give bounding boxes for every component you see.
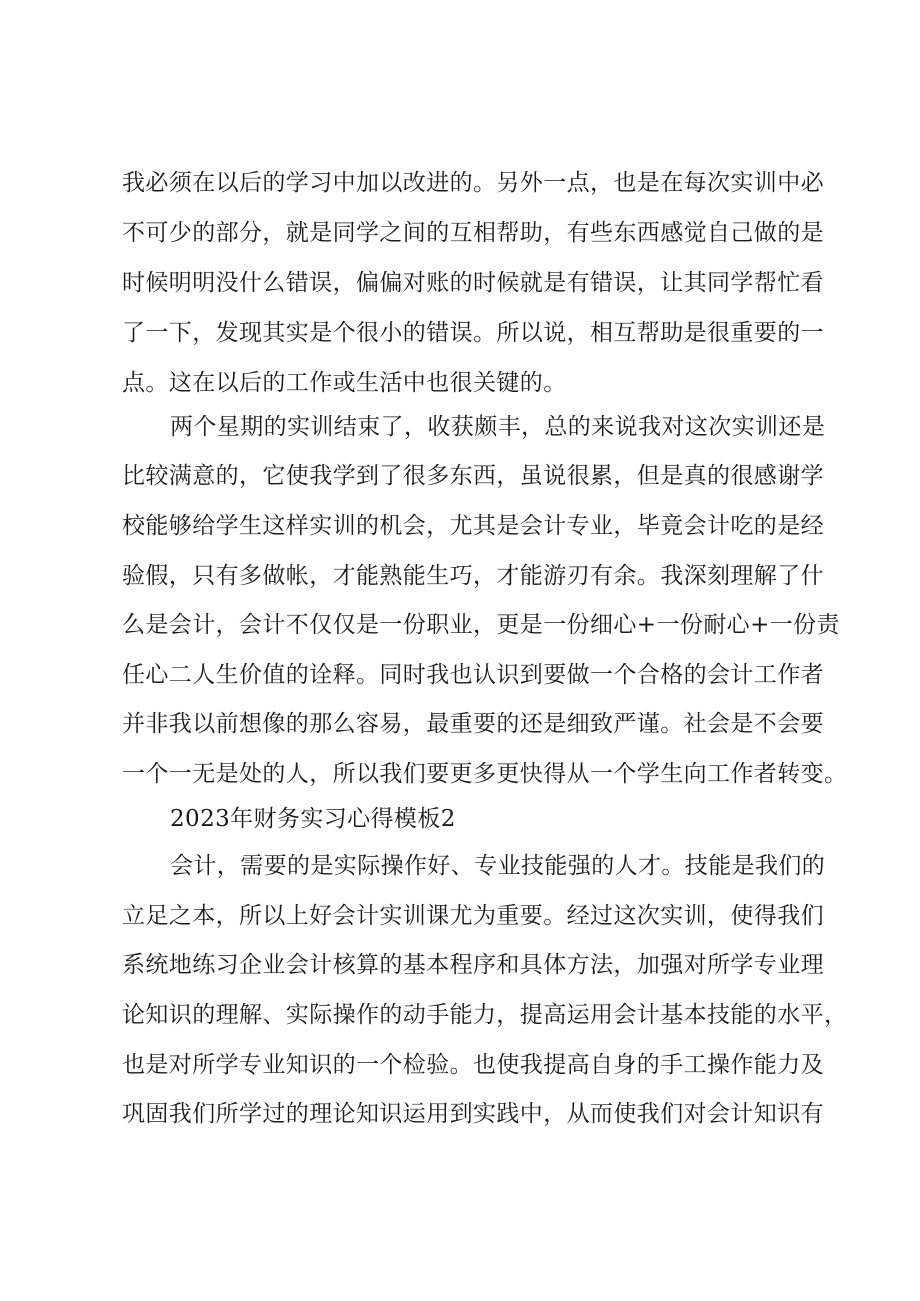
text-line-5: 点。这在以后的工作或生活中也很关键的。: [122, 370, 567, 396]
paragraph-start-line: 两个星期的实训结束了，收获颇丰，总的来说我对这次实训还是: [170, 414, 826, 440]
text-line-7: 比较满意的，它使我学到了很多东西，虽说很累，但是真的很感谢学: [122, 463, 824, 489]
text-line-8: 校能够给学生这样实训的机会，尤其是会计专业，毕竟会计吃的是经: [122, 513, 824, 539]
text-line-1: 我必须在以后的学习中加以改进的。另外一点，也是在每次实训中必: [122, 170, 824, 196]
text-line-20: 巩固我们所学过的理论知识运用到实践中，从而使我们对会计知识有: [122, 1101, 824, 1127]
text-line-17: 系统地练习企业会计核算的基本程序和具体方法，加强对所学专业理: [122, 952, 824, 978]
text-line-11: 任心二人生价值的诠释。同时我也认识到要做一个合格的会计工作者: [122, 662, 824, 688]
text-line-4: 了一下，发现其实是个很小的错误。所以说，相互帮助是很重要的一: [122, 320, 824, 346]
section-heading: 2023年财务实习心得模板2: [170, 806, 456, 832]
paragraph-start-line-2: 会计，需要的是实际操作好、专业技能强的人才。技能是我们的: [170, 853, 826, 879]
text-line-13: 一个一无是处的人，所以我们要更多更快得从一个学生向工作者转变。: [122, 761, 848, 787]
text-line-16: 立足之本，所以上好会计实训课尤为重要。经过这次实训，使得我们: [122, 903, 824, 929]
text-line-10: 么是会计，会计不仅仅是一份职业，更是一份细心+一份耐心+一份责: [122, 612, 840, 638]
text-line-9: 验假，只有多做帐，才能熟能生巧，才能游刃有余。我深刻理解了什: [122, 563, 824, 589]
text-line-19: 也是对所学专业知识的一个检验。也使我提高自身的手工操作能力及: [122, 1052, 824, 1078]
text-line-18: 论知识的理解、实际操作的动手能力，提高运用会计基本技能的水平，: [122, 1002, 848, 1028]
text-line-3: 时候明明没什么错误，偏偏对账的时候就是有错误，让其同学帮忙看: [122, 270, 824, 296]
text-line-12: 并非我以前想像的那么容易，最重要的还是细致严谨。社会是不会要: [122, 711, 824, 737]
text-line-2: 不可少的部分，就是同学之间的互相帮助，有些东西感觉自己做的是: [122, 220, 824, 246]
